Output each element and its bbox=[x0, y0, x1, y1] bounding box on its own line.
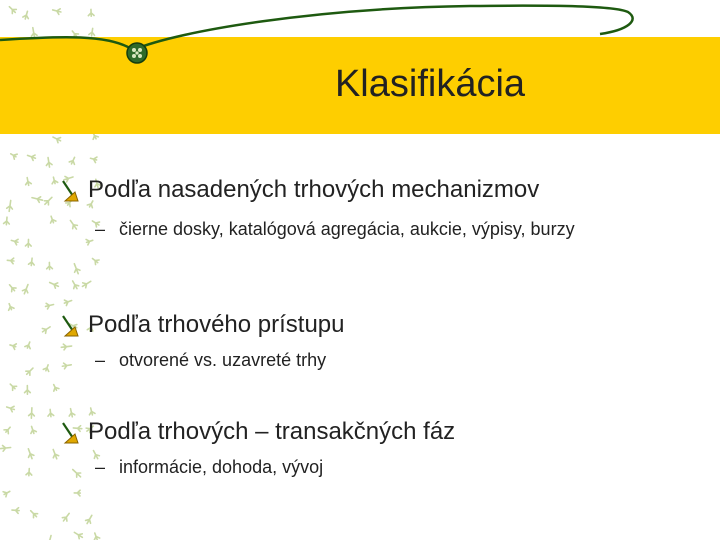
leaf-bullet-icon bbox=[60, 179, 80, 203]
sub-bullet-dash: – bbox=[95, 350, 106, 370]
sub-bullet-dash: – bbox=[95, 219, 106, 239]
sub-bullet-text: otvorené vs. uzavreté trhy bbox=[119, 350, 327, 370]
globe-ornament-icon bbox=[127, 43, 147, 63]
sub-bullet-text: čierne dosky, katalógová agregácia, aukcie, výpisy, burzy bbox=[119, 219, 575, 239]
sub-bullet-text: informácie, dohoda, vývoj bbox=[119, 457, 324, 477]
slide-title: Klasifikácia bbox=[334, 63, 526, 105]
leaf-bullet-icon bbox=[60, 421, 80, 445]
bullet-text: Podľa nasadených trhových mechanizmov bbox=[88, 176, 540, 203]
sub-bullet-dash: – bbox=[95, 457, 106, 477]
leaf-bullet-icon bbox=[60, 314, 80, 338]
bullet-text: Podľa trhového prístupu bbox=[88, 311, 345, 338]
bullet-text: Podľa trhových – transakčných fáz bbox=[88, 418, 456, 445]
